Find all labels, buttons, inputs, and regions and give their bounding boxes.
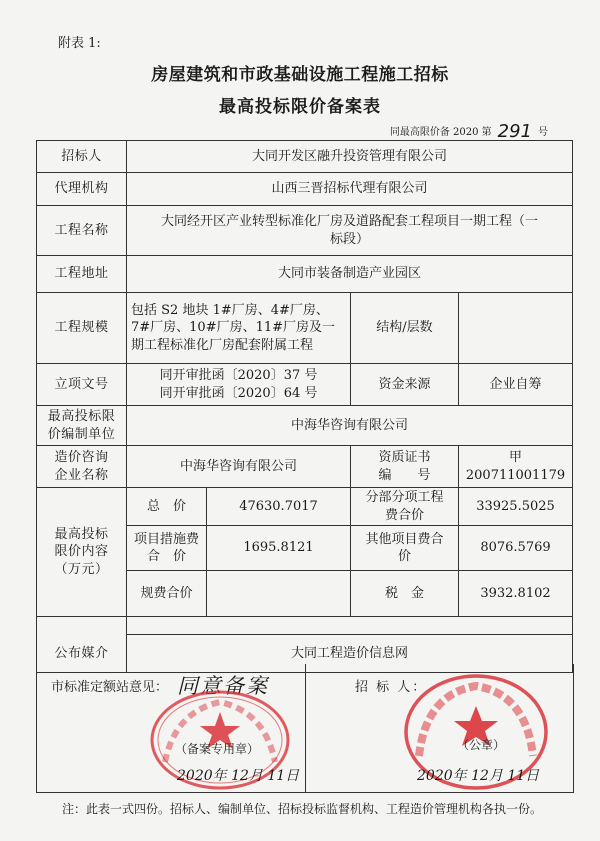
approval-label: 立项文号 xyxy=(37,364,127,406)
measure-value: 1695.8121 xyxy=(207,526,351,571)
total-value: 47630.7017 xyxy=(207,488,351,526)
approval-value xyxy=(127,364,351,406)
opinion-date: 2020年 12月 11日 xyxy=(177,768,300,784)
table-row xyxy=(37,173,573,206)
record-number-line xyxy=(390,119,548,140)
agent-label: 代理机构 xyxy=(37,173,127,206)
structure-value xyxy=(459,293,573,364)
agent-value: 山西三晋招标代理有限公司 xyxy=(127,173,573,206)
table-row xyxy=(37,206,573,256)
record-number: 291 xyxy=(497,121,532,142)
tenderer-signature-label: 招 标 人： xyxy=(355,680,428,695)
scale-label: 工程规模 xyxy=(37,293,127,364)
tax-label: 税 金 xyxy=(351,571,459,617)
tenderer-value: 大同开发区融升投资管理有限公司 xyxy=(127,141,573,173)
consult-value: 中海华咨询有限公司 xyxy=(127,446,351,488)
other-label: 其他项目费合价 xyxy=(351,526,459,571)
filing-table xyxy=(36,140,573,673)
total-label: 总 价 xyxy=(127,488,207,526)
cert-label xyxy=(351,446,459,488)
footer-note: 注：此表一式四份。招标人、编制单位、招标投标监督机构、工程造价管理机构各执一份。 xyxy=(62,802,543,816)
fund-label: 资金来源 xyxy=(351,364,459,406)
content-bottom-spacer xyxy=(37,617,127,635)
other-value: 8076.5769 xyxy=(459,526,573,571)
table-row xyxy=(37,141,573,173)
approval-number-1: 同开审批函〔2020〕37 号 xyxy=(159,367,318,383)
table-row xyxy=(37,617,573,635)
project-address-label: 工程地址 xyxy=(37,256,127,293)
media-label: 公布媒介 xyxy=(37,635,127,673)
table-row xyxy=(37,446,573,488)
tenderer-label: 招标人 xyxy=(37,141,127,173)
fund-value: 企业自筹 xyxy=(459,364,573,406)
annex-label: 附表 1: xyxy=(58,36,101,51)
content-bottom-spacer-wide xyxy=(127,617,573,635)
signature-section xyxy=(36,664,574,793)
record-suffix: 号 xyxy=(538,127,548,138)
project-name-label: 工程名称 xyxy=(37,206,127,256)
project-name-value: 大同经开区产业转型标准化厂房及道路配套工程项目一期工程（一标段） xyxy=(127,206,573,256)
approval-number-2: 同开审批函〔2020〕64 号 xyxy=(159,385,318,401)
fee-value xyxy=(207,571,351,617)
document-title-line1: 房屋建筑和市政基础设施工程施工招标 xyxy=(151,65,449,85)
cert-label-line2: 编 号 xyxy=(378,467,431,483)
signature-divider xyxy=(305,664,306,792)
content-label-line2: 限价内容 xyxy=(54,544,109,560)
record-prefix: 同最高限价备 2020 第 xyxy=(389,127,492,138)
compiler-value: 中海华咨询有限公司 xyxy=(127,406,573,446)
table-row xyxy=(37,406,573,446)
handwritten-opinion: 同意备案 xyxy=(177,674,269,698)
content-label-line1: 最高投标 xyxy=(54,526,109,542)
quota-station-opinion-label: 市标准定额站意见： xyxy=(51,680,169,695)
fee-label: 规费合价 xyxy=(127,571,207,617)
subitem-label: 分部分项工程费合价 xyxy=(351,488,459,526)
compiler-label: 最高投标限价编制单位 xyxy=(37,406,127,446)
filing-seal-note: （备案专用章） xyxy=(175,742,260,756)
subitem-value: 33925.5025 xyxy=(459,488,573,526)
structure-label: 结构/层数 xyxy=(351,293,459,364)
tenderer-seal-note: （公章） xyxy=(457,738,506,752)
project-address-value: 大同市装备制造产业园区 xyxy=(127,256,573,293)
media-value: 大同工程造价信息网 xyxy=(127,635,573,673)
measure-label: 项目措施费合 价 xyxy=(127,526,207,571)
table-row xyxy=(37,364,573,406)
table-row xyxy=(37,256,573,293)
table-row xyxy=(37,488,573,526)
cert-label-line1: 资质证书 xyxy=(378,449,431,465)
table-row xyxy=(37,293,573,364)
cert-value: 甲 200711001179 xyxy=(459,446,573,488)
consult-label: 造价咨询企业名称 xyxy=(37,446,127,488)
content-label-line3: （万元） xyxy=(54,561,109,577)
content-label xyxy=(37,488,127,617)
document-title-line2: 最高投标限价备案表 xyxy=(219,97,381,117)
scale-value: 包括 S2 地块 1#厂房、4#厂房、7#厂房、10#厂房、11#厂房及一期工程标准化厂房配套附属工程 xyxy=(127,293,351,364)
tenderer-sign-date: 2020年 12月 11日 xyxy=(417,768,540,784)
tax-value: 3932.8102 xyxy=(459,571,573,617)
